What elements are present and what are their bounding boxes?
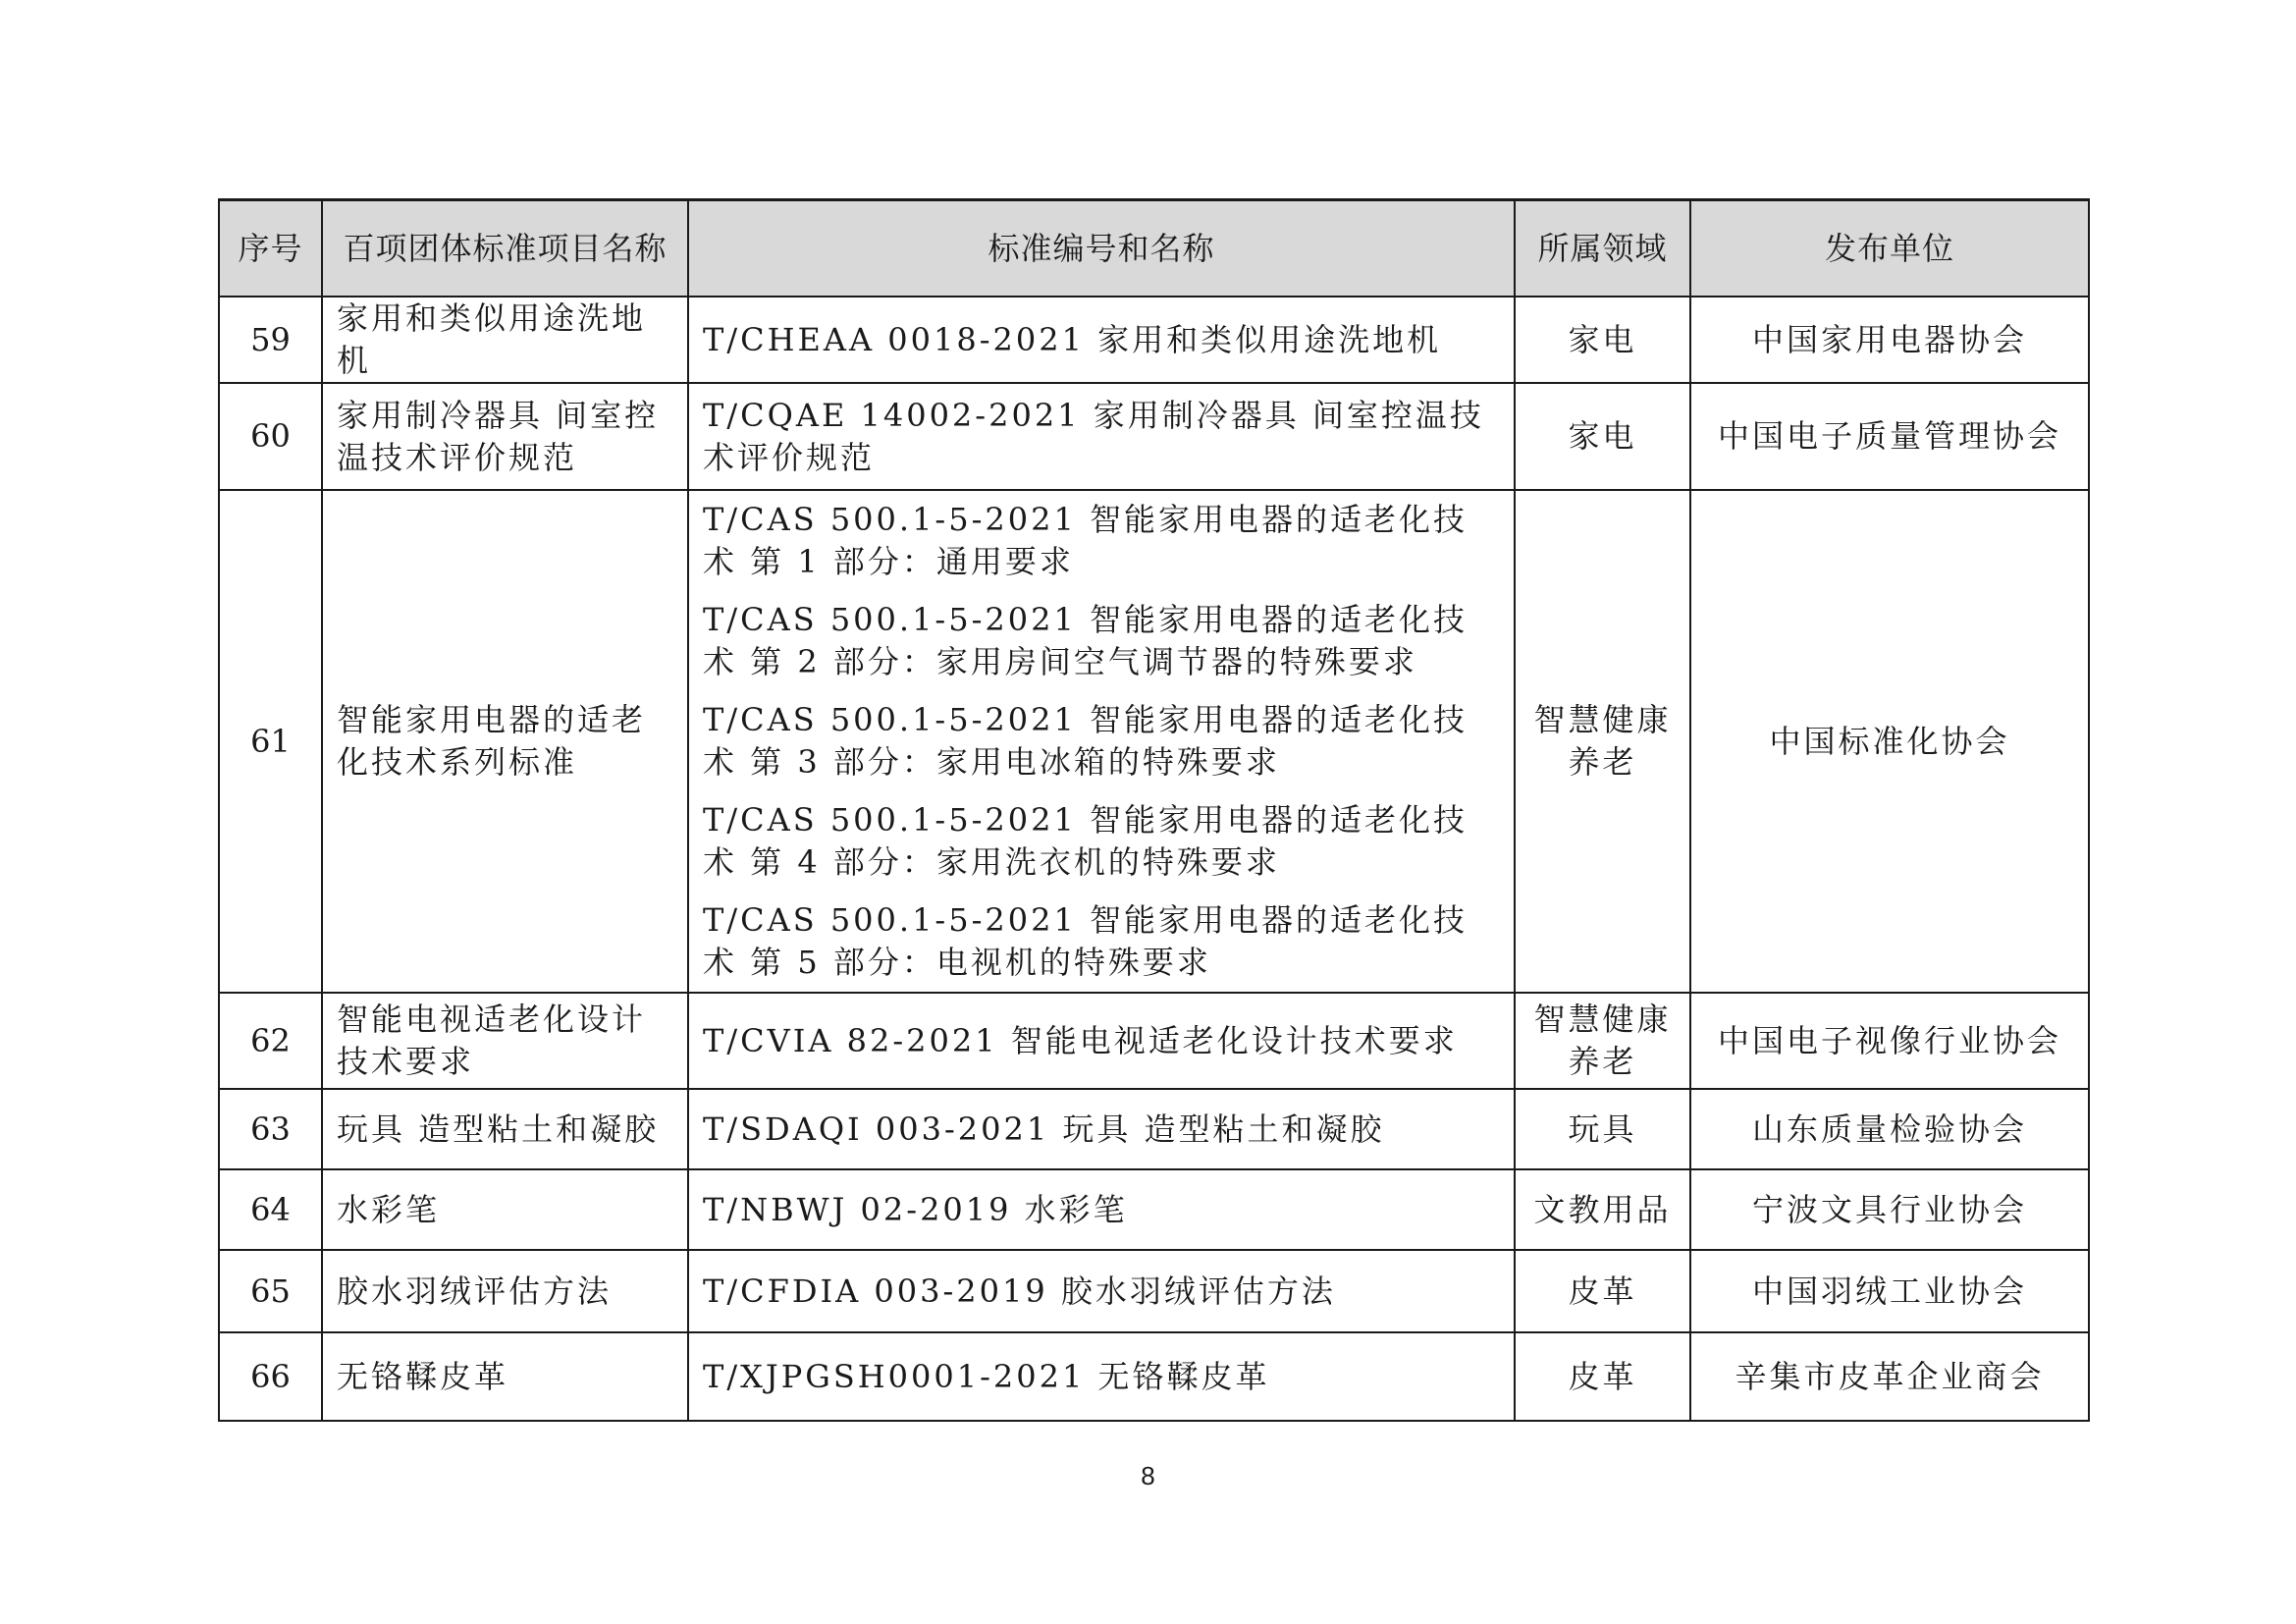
- cell-seq: 66: [219, 1332, 322, 1421]
- cell-project-name: 胶水羽绒评估方法: [322, 1250, 688, 1332]
- cell-seq: 62: [219, 993, 322, 1089]
- cell-field: 家电: [1515, 297, 1690, 383]
- cell-field: 皮革: [1515, 1250, 1690, 1332]
- cell-standard: T/SDAQI 003-2021 玩具 造型粘土和凝胶: [688, 1089, 1515, 1169]
- header-project-name: 百项团体标准项目名称: [322, 200, 688, 298]
- cell-field: 文教用品: [1515, 1169, 1690, 1250]
- cell-publisher: 中国羽绒工业协会: [1690, 1250, 2089, 1332]
- standard-part-3: T/CAS 500.1-5-2021 智能家用电器的适老化技术 第 3 部分：家用电冰箱的特殊要求: [703, 701, 1468, 781]
- cell-seq: 59: [219, 297, 322, 383]
- header-seq: 序号: [219, 200, 322, 298]
- table-header-row: [219, 200, 2089, 298]
- cell-project-name: 玩具 造型粘土和凝胶: [322, 1089, 688, 1169]
- cell-publisher: 中国标准化协会: [1690, 490, 2089, 993]
- cell-publisher: 中国家用电器协会: [1690, 297, 2089, 383]
- header-field: 所属领域: [1515, 200, 1690, 298]
- cell-standard-list: [688, 490, 1515, 993]
- cell-publisher: 山东质量检验协会: [1690, 1089, 2089, 1169]
- cell-field: 皮革: [1515, 1332, 1690, 1421]
- cell-seq: 65: [219, 1250, 322, 1332]
- table-row: [219, 490, 2089, 993]
- cell-publisher: 宁波文具行业协会: [1690, 1169, 2089, 1250]
- cell-standard: T/CHEAA 0018-2021 家用和类似用途洗地机: [688, 297, 1515, 383]
- cell-field: 智慧健康养老: [1515, 490, 1690, 993]
- cell-field: 家电: [1515, 383, 1690, 490]
- cell-seq: 63: [219, 1089, 322, 1169]
- cell-seq: 60: [219, 383, 322, 490]
- cell-standard: T/XJPGSH0001-2021 无铬鞣皮革: [688, 1332, 1515, 1421]
- cell-seq: 61: [219, 490, 322, 993]
- table-row: [219, 993, 2089, 1089]
- cell-project-name: 水彩笔: [322, 1169, 688, 1250]
- cell-publisher: 中国电子视像行业协会: [1690, 993, 2089, 1089]
- cell-field: 智慧健康养老: [1515, 993, 1690, 1089]
- table-row: [219, 383, 2089, 490]
- cell-standard: T/NBWJ 02-2019 水彩笔: [688, 1169, 1515, 1250]
- cell-standard: T/CVIA 82-2021 智能电视适老化设计技术要求: [688, 993, 1515, 1089]
- cell-project-name: 智能家用电器的适老化技术系列标准: [322, 490, 688, 993]
- standard-part-4: T/CAS 500.1-5-2021 智能家用电器的适老化技术 第 4 部分：家用洗衣机的特殊要求: [703, 801, 1468, 881]
- table-row: [219, 1250, 2089, 1332]
- cell-seq: 64: [219, 1169, 322, 1250]
- table-row: [219, 1089, 2089, 1169]
- standards-table: [218, 198, 2090, 1422]
- page-number: 8: [1141, 1461, 1155, 1490]
- cell-project-name: 智能电视适老化设计技术要求: [322, 993, 688, 1089]
- cell-standard: T/CFDIA 003-2019 胶水羽绒评估方法: [688, 1250, 1515, 1332]
- table-row: [219, 1169, 2089, 1250]
- standard-part-1: T/CAS 500.1-5-2021 智能家用电器的适老化技术 第 1 部分：通用要求: [703, 501, 1468, 580]
- header-publisher: 发布单位: [1690, 200, 2089, 298]
- cell-standard: T/CQAE 14002-2021 家用制冷器具 间室控温技术评价规范: [688, 383, 1515, 490]
- cell-field: 玩具: [1515, 1089, 1690, 1169]
- cell-project-name: 无铬鞣皮革: [322, 1332, 688, 1421]
- table-row: [219, 1332, 2089, 1421]
- table-row: [219, 297, 2089, 383]
- header-standard-number-name: 标准编号和名称: [688, 200, 1515, 298]
- cell-publisher: 中国电子质量管理协会: [1690, 383, 2089, 490]
- cell-project-name: 家用制冷器具 间室控温技术评价规范: [322, 383, 688, 490]
- cell-publisher: 辛集市皮革企业商会: [1690, 1332, 2089, 1421]
- standard-part-2: T/CAS 500.1-5-2021 智能家用电器的适老化技术 第 2 部分：家用房间空气调节器的特殊要求: [703, 601, 1468, 680]
- cell-project-name: 家用和类似用途洗地机: [322, 297, 688, 383]
- standard-part-5: T/CAS 500.1-5-2021 智能家用电器的适老化技术 第 5 部分：电视机的特殊要求: [703, 901, 1468, 981]
